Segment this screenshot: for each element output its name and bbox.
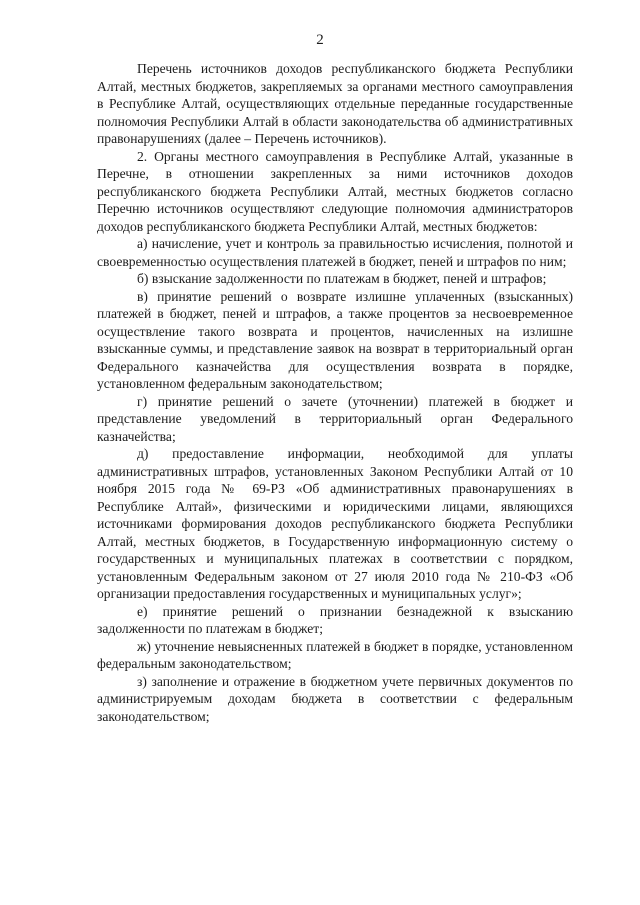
paragraph-subitem-v: в) принятие решений о возврате излишне уплаченных (взысканных) платежей в бюджет, пеней и штрафов, а также процентов за несвоевременное осуществление такого возврата и процентов, начисленных на излишне взысканные суммы, и представление заявок на возврат в территориальный орган Федерального казначейства для осуществления возврата в порядке, установленном федеральным законодательством; (97, 288, 573, 391)
paragraph-subitem-g: г) принятие решений о зачете (уточнении) платежей в бюджет и представление уведомлений в территориальный орган Федерального казначейства; (97, 393, 573, 444)
paragraph-subitem-b: б) взыскание задолженности по платежам в бюджет, пеней и штрафов; (137, 271, 547, 286)
paragraph-subitem-d: д) предоставление информации, необходимой для уплаты административных штрафов, установленных Законом Республики Алтай от 10 ноября 2015 года № 69-РЗ «Об административных правонарушениях в Республике Алтай», физическими и юридическими лицами, являющихся источниками формирования доходов республиканского бюджета Республики Алтай, местных бюджетов, в Государственную информационную систему о государственных и муниципальных платежах в соответствии с порядком, установленным Федеральным законом от 27 июля 2010 года № 210-ФЗ «Об организации предоставления государственных и муниципальных услуг»; (97, 446, 573, 601)
paragraph-sources-list-definition: Перечень источников доходов республиканского бюджета Республики Алтай, местных бюджетов, закрепляемых за органами местного самоуправления в Республике Алтай, осуществляющих отдельные переданные государственные полномочия Республики Алтай в области законодательства об административных правонарушениях (далее – Перечень источников). (97, 61, 573, 146)
paragraph-subitem-e: е) принятие решений о признании безнадежной к взысканию задолженности по платежам в бюджет; (97, 603, 573, 636)
document-body (97, 60, 573, 725)
page-number: 2 (316, 32, 324, 48)
paragraph-item-2-powers: 2. Органы местного самоуправления в Республике Алтай, указанные в Перечне, в отношении закрепленных за ними источников доходов республиканского бюджета Республики Алтай, местных бюджетов согласно Перечню источников осуществляют следующие полномочия администраторов доходов республиканского бюджета Республики Алтай, местных бюджетов: (97, 148, 573, 234)
paragraph-subitem-a: а) начисление, учет и контроль за правильностью исчисления, полнотой и своевременностью осуществления платежей в бюджет, пеней и штрафов по ним; (97, 236, 573, 269)
paragraph-subitem-zh: ж) уточнение невыясненных платежей в бюджет в порядке, установленном федеральным законодательством; (97, 638, 573, 671)
paragraph-subitem-z: з) заполнение и отражение в бюджетном учете первичных документов по администрируемым доходам бюджета в соответствии с федеральным законодательством; (97, 673, 573, 724)
